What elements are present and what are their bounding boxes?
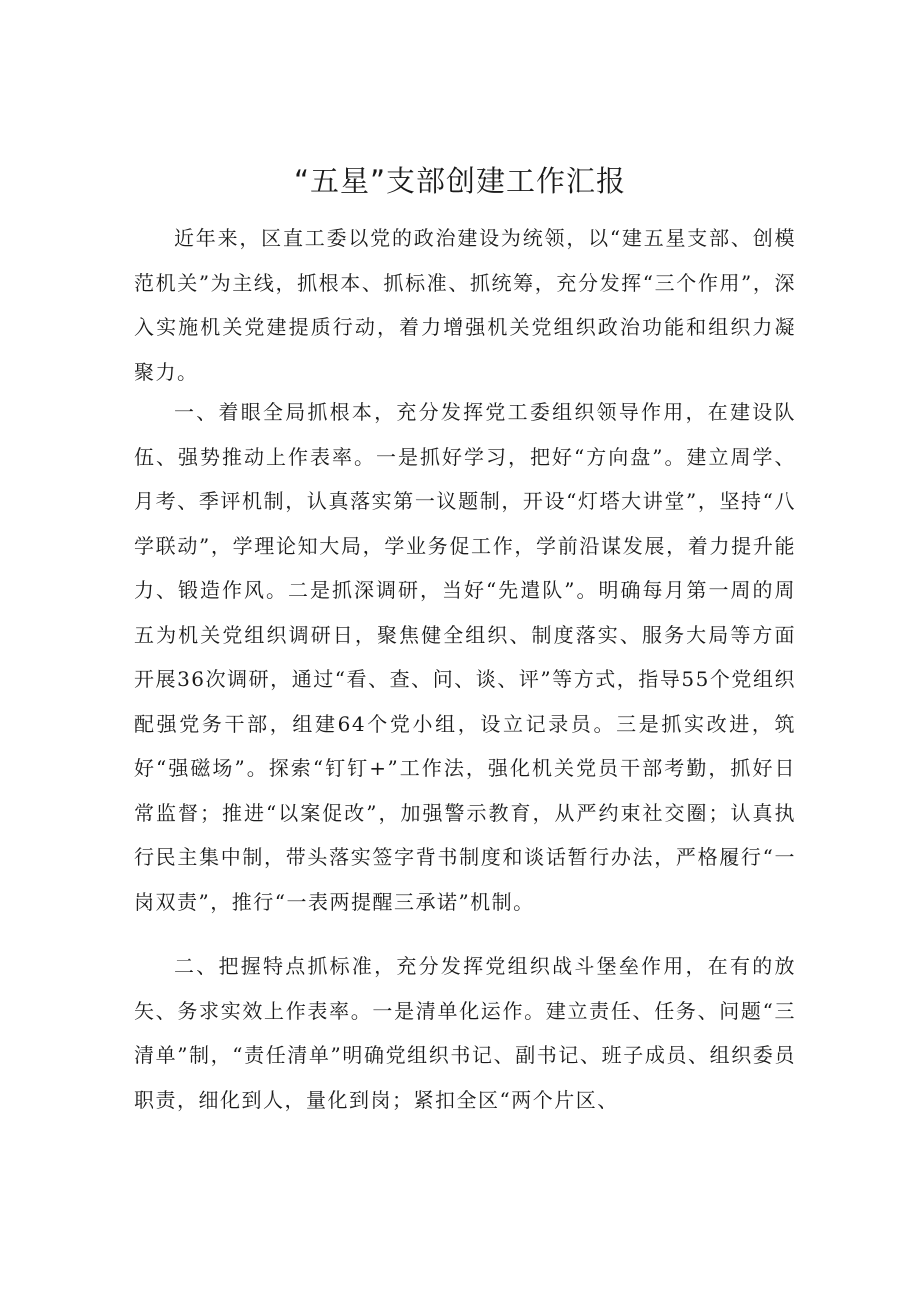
paragraph-section-one: 一、着眼全局抓根本，充分发挥党工委组织领导作用，在建设队伍、强势推动上作表率。一是抓好学习，把好“方向盘”。建立周学、月考、季评机制，认真落实第一议题制，开设“灯塔大讲堂”，坚持“八学联动”，学理论知大局，学业务促工作，学前沿谋发展，着力提升能力、锻造作风。二是抓深调研，当好“先遣队”。明确每月第一周的周五为机关党组织调研日，聚焦健全组织、制度落实、服务大局等方面开展36次调研，通过“看、查、问、谈、评”等方式，指导55个党组织配强党务干部，组建64个党小组，设立记录员。三是抓实改进，筑好“强磁场”。探索“钉钉+”工作法，强化机关党员干部考勤，抓好日常监督；推进“以案促改”，加强警示教育，从严约束社交圈；认真执行民主集中制，带头落实签字背书制度和谈话暂行办法，严格履行“一岗双责”，推行“一表两提醒三承诺”机制。 bbox=[134, 400, 796, 914]
document-title: “五星”支部创建工作汇报 bbox=[293, 164, 627, 198]
paragraph-section-two: 二、把握特点抓标准，充分发挥党组织战斗堡垒作用，在有的放矢、务求实效上作表率。一是清单化运作。建立责任、任务、问题“三清单”制，“责任清单”明确党组织书记、副书记、班子成员、组织委员职责，细化到人，量化到岗；紧扣全区“两个片区、 bbox=[134, 954, 796, 1112]
paragraph-intro: 近年来，区直工委以党的政治建设为统领，以“建五星支部、创模范机关”为主线，抓根本、抓标准、抓统筹，充分发挥“三个作用”，深入实施机关党建提质行动，着力增强机关党组织政治功能和组织力凝聚力。 bbox=[134, 226, 796, 384]
